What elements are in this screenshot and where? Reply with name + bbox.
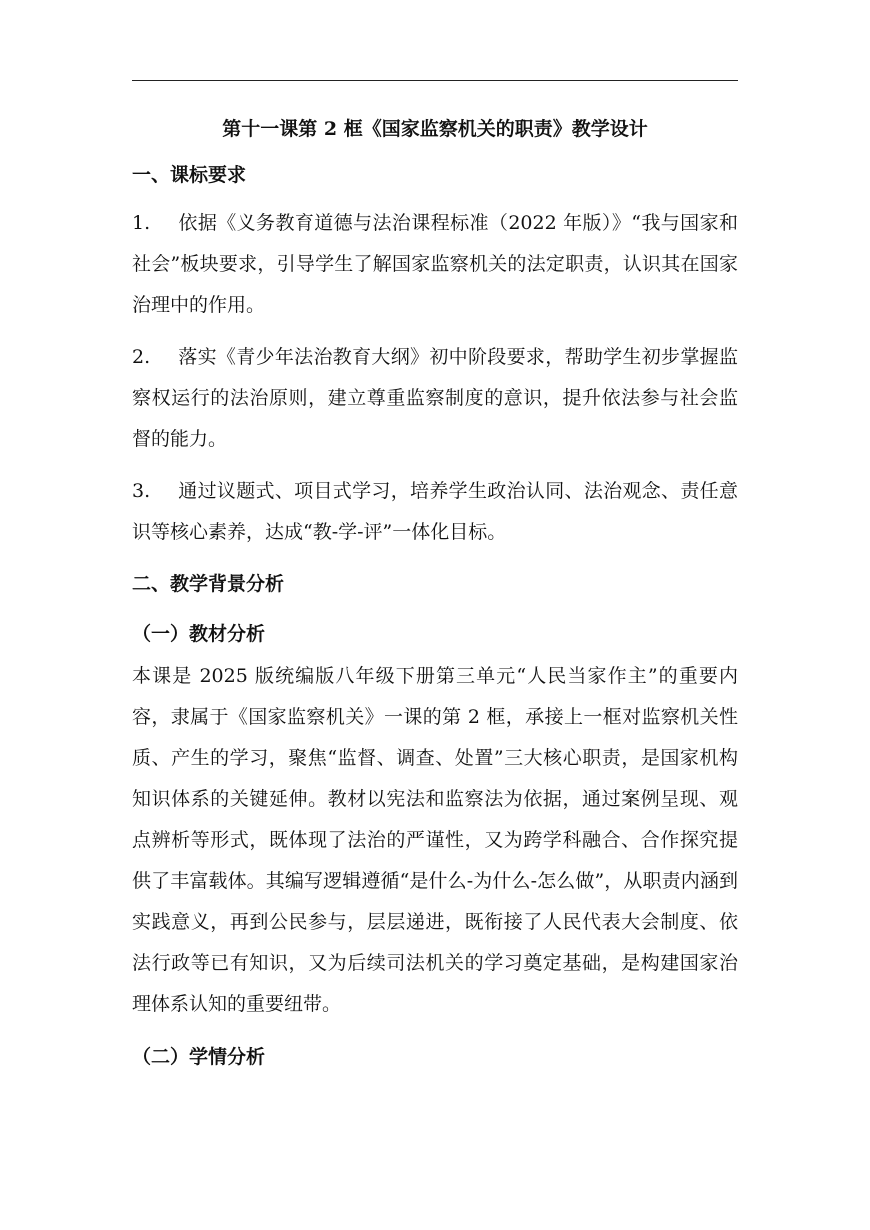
list-item	[132, 203, 738, 326]
item-text: 依据《义务教育道德与法治课程标准（2022 年版）》“我与国家和社会”板块要求，引导学生了解国家监察机关的法定职责，认识其在国家治理中的作用。	[132, 212, 738, 316]
subsection-heading-students: （二）学情分析	[132, 1046, 266, 1068]
list-item	[132, 471, 738, 553]
item-text: 通过议题式、项目式学习，培养学生政治认同、法治观念、责任意识等核心素养，达成“教-学-评”一体化目标。	[132, 480, 738, 543]
list-item	[132, 337, 738, 460]
header-rule	[132, 80, 738, 81]
item-text: 落实《青少年法治教育大纲》初中阶段要求，帮助学生初步掌握监察权运行的法治原则，建立尊重监察制度的意识，提升依法参与社会监督的能力。	[132, 346, 738, 450]
document-title: 第十一课第 2 框《国家监察机关的职责》教学设计	[222, 118, 648, 140]
item-number: 2.	[132, 346, 151, 368]
document-body	[132, 110, 738, 1079]
section-heading-background: 二、教学背景分析	[132, 573, 285, 595]
item-number: 1.	[132, 212, 151, 234]
textbook-analysis-paragraph: 本课是 2025 版统编版八年级下册第三单元“人民当家作主”的重要内容，隶属于《国家监察机关》一课的第 2 框，承接上一框对监察机关性质、产生的学习，聚焦“监督、调查、处置”三大核心职责，是国家机构知识体系的关键延伸。教材以宪法和监察法为依据，通过案例呈现、观点辨析等形式，既体现了法治的严谨性，又为跨学科融合、合作探究提供了丰富载体。其编写逻辑遵循“是什么-为什么-怎么做”，从职责内涵到实践意义，再到公民参与，层层递进，既衔接了人民代表大会制度、依法行政等已有知识，又为后续司法机关的学习奠定基础，是构建国家治理体系认知的重要纽带。	[132, 665, 738, 1015]
section-heading-curriculum: 一、课标要求	[132, 164, 247, 186]
subsection-heading-textbook: （一）教材分析	[132, 623, 266, 645]
item-number: 3.	[132, 480, 151, 502]
